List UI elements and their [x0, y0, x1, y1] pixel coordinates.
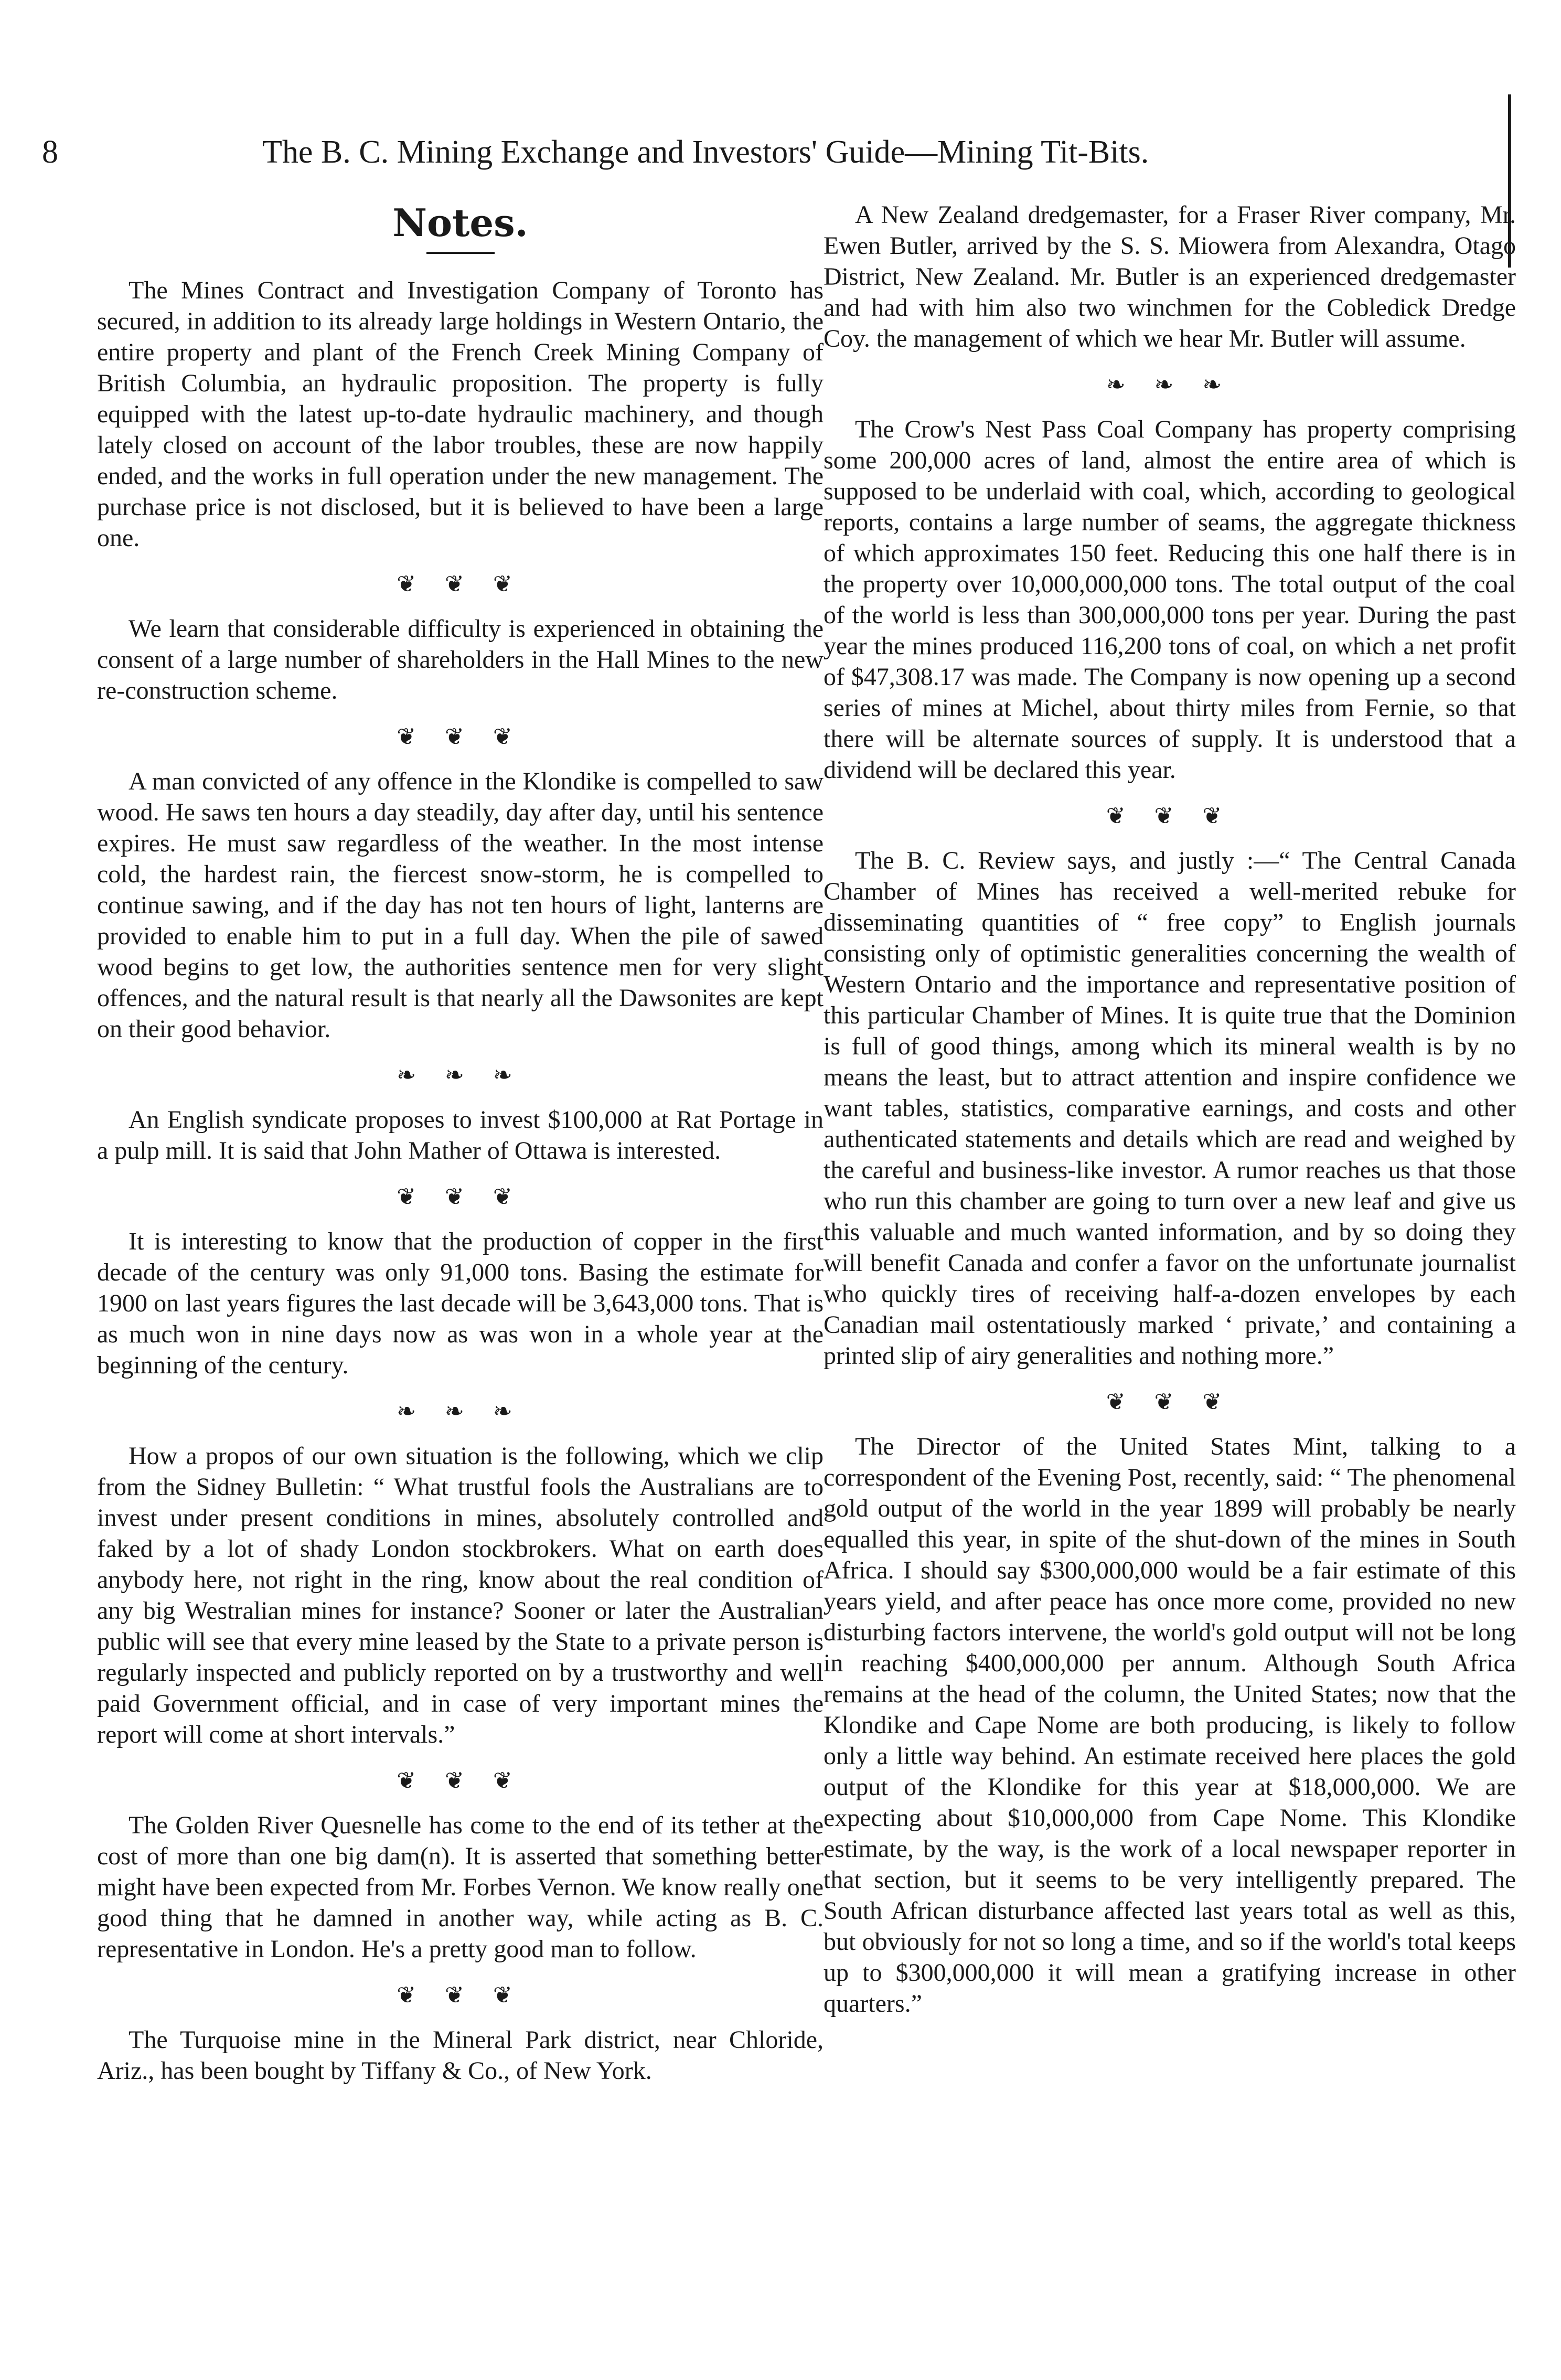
heading-rule [426, 252, 495, 254]
page-number: 8 [42, 134, 58, 170]
right-column [824, 199, 1516, 2019]
article-paragraph: The Golden River Quesnelle has come to the end of its tether at the cost of more than one big dam(n). It is asserted that something better might have been expected from Mr. Forbes Vernon. We know really one good thing that he damned in another way, while acting as B. C. representative in London. He's a pretty good man to follow. [97, 1811, 824, 1963]
ornament-divider: ❧ ❧ ❧ [397, 1062, 524, 1088]
ornament-divider: ❦ ❦ ❦ [397, 1768, 524, 1794]
article-paragraph: We learn that considerable difficulty is experienced in obtaining the consent of a large number of shareholders in the Hall Mines to the new re-construction scheme. [97, 615, 824, 705]
article-paragraph: An English syndicate proposes to invest $100,000 at Rat Portage in a pulp mill. It is said that John Mather of Ottawa is interested. [97, 1106, 824, 1165]
section-heading: Notes. [392, 200, 528, 245]
article-paragraph: The Turquoise mine in the Mineral Park district, near Chloride, Ariz., has been bought by Tiffany & Co., of New York. [97, 2026, 824, 2085]
ornament-divider: ❧ ❧ ❧ [397, 1399, 524, 1424]
article-paragraph: A New Zealand dredgemaster, for a Fraser River company, Mr. Ewen Butler, arrived by the S. S. Miowera from Alexandra, Otago District, New Zealand. Mr. Butler is an experienced dredgemaster and had with him also two winchmen for the Cobledick Dredge Coy. the management of which we hear Mr. Butler will assume. [824, 201, 1516, 353]
ornament-divider: ❦ ❦ ❦ [397, 1184, 524, 1210]
left-column [97, 199, 824, 2086]
ornament-divider: ❦ ❦ ❦ [1106, 803, 1234, 829]
article-paragraph: The Crow's Nest Pass Coal Company has property comprising some 200,000 acres of land, almost the entire area of which is supposed to be underlaid with coal, which, according to geological reports, contains a large number of seams, the aggregate thickness of which approximates 150 feet. Reducing this one half there is in the property over 10,000,000,000 tons. The total output of the coal of the world is less than 300,000,000 tons per year. During the past year the mines produced 116,200 tons of coal, on which a net profit of $47,308.17 was made. The Company is now opening up a second series of mines at Michel, about thirty miles from Fernie, so that there will be alternate sources of supply. It is understood that a dividend will be declared this year. [824, 415, 1516, 784]
ornament-divider: ❦ ❦ ❦ [397, 571, 524, 597]
ornament-divider: ❦ ❦ ❦ [1106, 1389, 1234, 1415]
page-header [42, 131, 1385, 173]
article-paragraph: The B. C. Review says, and justly :—“ The Central Canada Chamber of Mines has received a well-merited rebuke for disseminating quantities of “ free copy” to English journals consisting only of optimistic generalities concerning the wealth of Western Ontario and the importance and representative position of this particular Chamber of Mines. It is quite true that the Dominion is full of good things, among which its mineral wealth is by no means the least, but to attract attention and inspire confidence we want tables, statistics, comparative earnings, and costs and other authenticated statements and details which are read and weighed by the careful and business-like investor. A rumor reaches us that those who run this chamber are going to turn over a new leaf and give us this valuable and much wanted information, and by so doing they will benefit Canada and confer a favor on the unfortunate journalist who quickly tires of receiving half-a-dozen envelopes by each Canadian mail ostentatiously marked ‘ private,’ and containing a printed slip of airy generalities and nothing more.” [824, 847, 1516, 1370]
ornament-divider: ❦ ❦ ❦ [397, 1982, 524, 2008]
ornament-divider: ❧ ❧ ❧ [1106, 372, 1234, 398]
article-paragraph: The Mines Contract and Investigation Company of Toronto has secured, in addition to its already large holdings in Western Ontario, the entire property and plant of the French Creek Mining Company of British Columbia, an hydraulic proposition. The property is fully equipped with the latest up-to-date hydraulic machinery, and though lately closed on account of the labor troubles, these are now happily ended, and the works in full operation under the new management. The purchase price is not disclosed, but it is believed to have been a large one. [97, 276, 824, 552]
article-paragraph: A man convicted of any offence in the Klondike is compelled to saw wood. He saws ten hours a day steadily, day after day, until his sentence expires. He must saw regardless of the weather. In the most intense cold, the hardest rain, the fiercest snow-storm, he is compelled to continue sawing, and if the day has not ten hours of light, lanterns are provided to enable him to put in a full day. When the pile of sawed wood begins to get low, the authorities sentence men for very slight offences, and the natural result is that nearly all the Dawsonites are kept on their good behavior. [97, 767, 824, 1043]
ornament-divider: ❦ ❦ ❦ [397, 724, 524, 750]
article-paragraph: How a propos of our own situation is the following, which we clip from the Sidney Bulletin: “ What trustful fools the Australians are to invest under present conditions in mines, absolutely controlled and faked by a lot of shady London stockbrokers. What on earth does anybody here, not right in the ring, know about the real condition of any big Westralian mines for instance? Sooner or later the Australian public will see that every mine leased by the State to a private person is regularly inspected and publicly reported on by a trustworthy and well paid Government official, and in case of very important mines the report will come at short intervals.” [97, 1442, 824, 1748]
running-title: The B. C. Mining Exchange and Investors' Guide—Mining Tit-Bits. [262, 134, 1149, 170]
article-paragraph: It is interesting to know that the production of copper in the first decade of the century was only 91,000 tons. Basing the estimate for 1900 on last years figures the last decade will be 3,643,000 tons. That is as much won in nine days now as was won in a whole year at the beginning of the century. [97, 1228, 824, 1379]
article-paragraph: The Director of the United States Mint, talking to a correspondent of the Evening Post, recently, said: “ The phenomenal gold output of the world in the year 1899 will probably be nearly equalled this year, in spite of the shut-down of the mines in South Africa. I should say $300,000,000 would be a fair estimate of this years yield, and after peace has once more come, provided no new disturbing factors intervene, the world's gold output will not be long in reaching $400,000,000 per annum. Although South Africa remains at the head of the column, the United States; now that the Klondike and Cape Nome are both producing, is likely to follow only a little way behind. An estimate received here places the gold output of the Klondike for this year at $18,000,000. We are expecting about $10,000,000 from Cape Nome. This Klondike estimate, by the way, is the work of a local newspaper reporter in that section, but it seems to be very intelligently prepared. The South African disturbance affected last years total as well as this, but obviously for not so long a time, and so if the world's total keeps up to $300,000,000 it will mean a gratifying increase in other quarters.” [824, 1433, 1516, 2018]
